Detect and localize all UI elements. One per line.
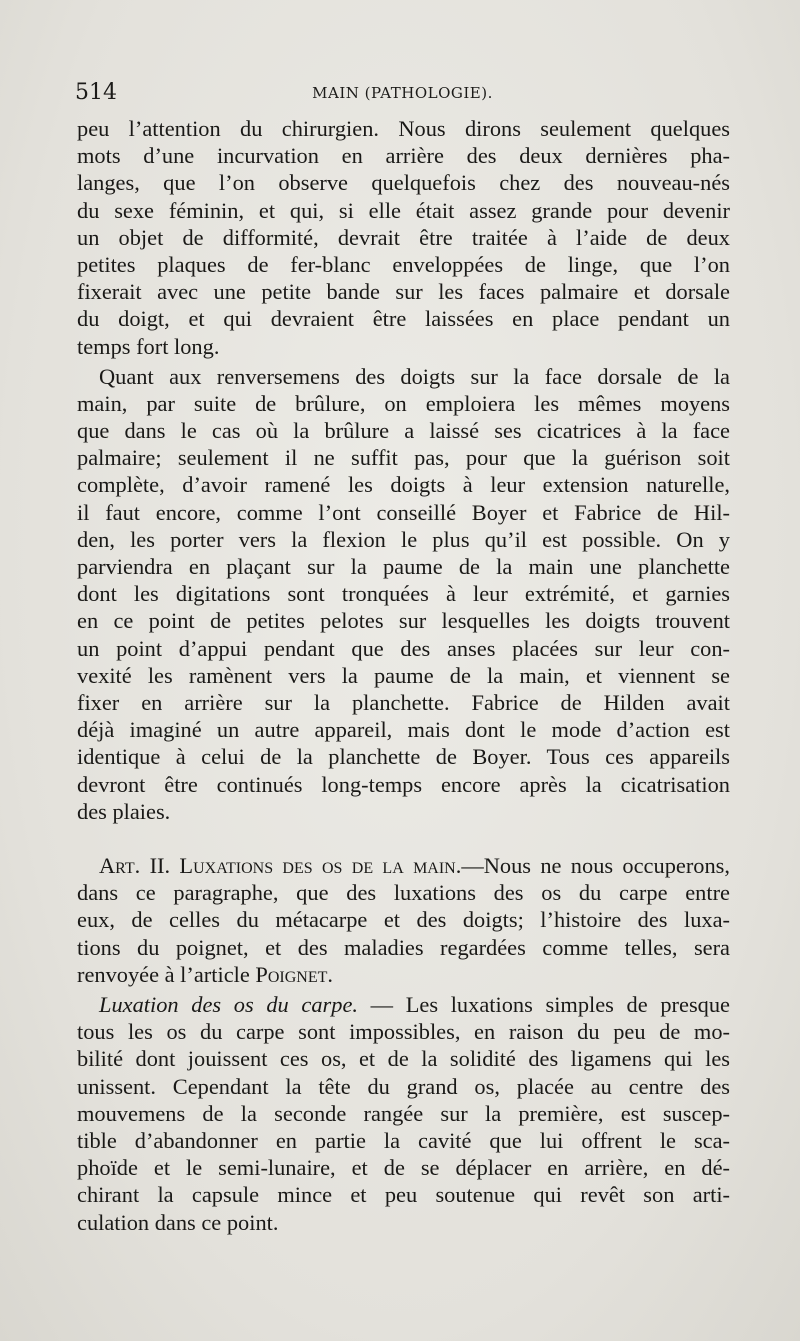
page-header — [75, 80, 730, 110]
text-line: mouvemens de la seconde rangée sur la première, est suscep- — [77, 1100, 730, 1126]
text-line: langes, que l’on observe quelquefois chez des nouveau-nés — [77, 170, 730, 196]
text-line: phoïde et le semi-lunaire, et de se déplacer en arrière, en dé- — [77, 1155, 730, 1181]
text-line: culation dans ce point. — [77, 1209, 279, 1235]
text-line: mots d’une incurvation en arrière des deux dernières pha- — [77, 143, 730, 169]
text-line: tible d’abandonner en partie la cavité que lui offrent le sca- — [77, 1127, 730, 1153]
text-line: chirant la capsule mince et peu soutenue qui revêt son arti- — [77, 1182, 730, 1208]
text-fragment: —Nous ne nous occuperons, — [461, 853, 730, 879]
text-line: du sexe féminin, et qui, si elle était assez grande pour devenir — [77, 197, 730, 223]
text-fragment: renvoyée à l’article — [77, 961, 256, 987]
subsection-heading-line — [77, 991, 730, 1018]
text-line: Quant aux renversemens des doigts sur la face dorsale de la — [99, 363, 730, 389]
text-line: un objet de difformité, devrait être traitée à l’aide de deux — [77, 224, 730, 250]
text-line — [77, 961, 730, 988]
text-line: des plaies. — [77, 798, 171, 824]
text-line: palmaire; seulement il ne suffit pas, pour que la guérison soit — [77, 445, 730, 471]
text-line: en ce point de petites pelotes sur lesquelles les doigts trouvent — [77, 608, 730, 634]
text-line: du doigt, et qui devraient être laissées en place pendant un — [77, 306, 730, 332]
running-head — [75, 84, 730, 102]
running-head-sub: (PATHOLOGIE). — [364, 84, 493, 102]
text-line: den, les porter vers la flexion le plus qu’il est possible. On y — [77, 526, 730, 552]
section-heading-line — [77, 852, 730, 879]
text-line: parviendra en plaçant sur la paume de la main une planchette — [77, 554, 730, 579]
text-line: vexité les ramènent vers la paume de la main, et viennent se — [77, 662, 730, 688]
text-fragment: . — [327, 961, 334, 987]
section-gap — [77, 825, 730, 852]
text-line: que dans le cas où la brûlure a laissé ses cicatrices à la face — [77, 418, 730, 444]
text-line: tous les os du carpe sont impossibles, en raison du peu de mo- — [77, 1019, 730, 1045]
text-line: fixer en arrière sur la planchette. Fabrice de Hilden avait — [77, 689, 730, 715]
text-line: complète, d’avoir ramené les doigts à leur extension naturelle, — [77, 472, 730, 498]
text-line: temps fort long. — [77, 333, 220, 359]
text-line: main, par suite de brûlure, on emploiera les mêmes moyens — [77, 390, 730, 416]
subsection-heading: Luxation des os du carpe. — [99, 992, 358, 1017]
paragraph-2 — [77, 363, 730, 825]
text-line: dans ce paragraphe, que des luxations des os du carpe entre — [77, 880, 730, 906]
text-line: déjà imaginé un autre appareil, mais dont le mode d’action est — [77, 717, 730, 743]
text-line: tions du poignet, et des maladies regardées comme telles, sera — [77, 934, 730, 960]
text-line: identique à celui de la planchette de Boyer. Tous ces appareils — [77, 744, 730, 770]
paragraph-3 — [77, 852, 730, 988]
paragraph-4 — [77, 991, 730, 1236]
text-line: petites plaques de fer-blanc enveloppées de linge, que l’on — [77, 251, 730, 277]
text-line: peu l’attention du chirurgien. Nous dirons seulement quelques — [77, 116, 730, 141]
text-line: bilité dont jouissent ces os, et de la solidité des ligamens qui les — [77, 1046, 730, 1072]
cross-reference: Poignet — [255, 961, 328, 987]
text-line: unissent. Cependant la tête du grand os, placée au centre des — [77, 1073, 730, 1099]
text-line: fixerait avec une petite bande sur les faces palmaire et dorsale — [77, 279, 730, 305]
running-head-main: MAIN — [312, 84, 360, 102]
text-fragment: — Les luxations simples de presque — [358, 992, 730, 1017]
text-line: devront être continués long-temps encore après la cicatrisation — [77, 771, 730, 797]
section-heading: Art. II. Luxations des os de la main. — [99, 853, 462, 879]
paragraph-1 — [77, 115, 730, 360]
text-line: dont les digitations sont tronquées à leur extrémité, et garnies — [77, 581, 730, 607]
text-line: un point d’appui pendant que des anses placées sur leur con- — [77, 635, 730, 661]
body-text — [77, 115, 730, 1236]
text-line: eux, de celles du métacarpe et des doigts; l’histoire des luxa- — [77, 907, 730, 933]
text-line: il faut encore, comme l’ont conseillé Boyer et Fabrice de Hil- — [77, 499, 730, 525]
page-number: 514 — [75, 80, 117, 105]
